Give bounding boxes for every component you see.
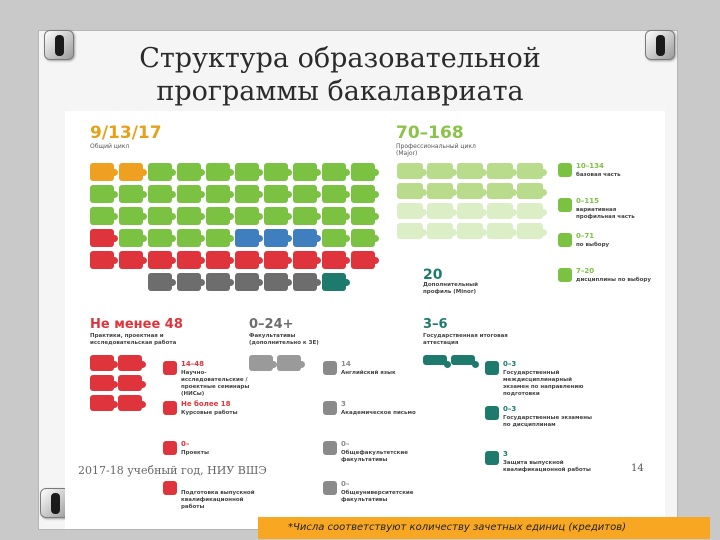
puzzle-piece-icon [485, 451, 499, 465]
puzzle-piece [517, 183, 543, 199]
title-line-2: программы бакалавриата [156, 76, 524, 107]
puzzle-piece [264, 185, 288, 203]
puzzle-piece [90, 375, 114, 391]
puzzle-piece [487, 223, 513, 239]
puzzle-piece-icon [485, 361, 499, 375]
item-number: 0– [341, 480, 350, 488]
item-label: вариативная профильная часть [576, 207, 635, 220]
puzzle-piece-icon [163, 441, 177, 455]
puzzle-piece [90, 207, 114, 225]
puzzle-piece [148, 251, 172, 269]
puzzle-piece [119, 229, 143, 247]
puzzle-piece [293, 207, 317, 225]
general-cycle-label: Общий цикл [90, 143, 130, 150]
puzzle-piece-icon [558, 268, 572, 282]
item-number: 3 [341, 400, 346, 408]
puzzle-piece [90, 251, 114, 269]
puzzle-piece-icon [558, 233, 572, 247]
puzzle-piece [118, 395, 142, 411]
item-label: Проекты [181, 450, 209, 456]
puzzle-piece [427, 183, 453, 199]
exam-number: 3–6 [423, 317, 448, 332]
item-number: 0– [181, 440, 190, 448]
footer-year: 2017-18 учебный год, НИУ ВШЭ [78, 464, 267, 477]
puzzle-piece [206, 251, 230, 269]
puzzle-piece [293, 163, 317, 181]
puzzle-piece [457, 203, 483, 219]
minor-label: Дополнительный профиль (Minor) [423, 282, 478, 295]
puzzle-piece [427, 203, 453, 219]
item-number: 14–48 [181, 360, 204, 368]
puzzle-piece [148, 207, 172, 225]
puzzle-piece-icon [323, 401, 337, 415]
puzzle-piece [235, 185, 259, 203]
item-label: дисциплины по выбору [576, 277, 651, 283]
exam-label: Государственная итоговая аттестация [423, 333, 508, 346]
puzzle-piece [293, 185, 317, 203]
puzzle-piece-icon [323, 441, 337, 455]
puzzle-piece [235, 229, 259, 247]
puzzle-piece [322, 207, 346, 225]
general-cycle-number: 9/13/17 [90, 123, 162, 143]
puzzle-piece [487, 183, 513, 199]
puzzle-piece [90, 395, 114, 411]
puzzle-piece [457, 223, 483, 239]
professional-cycle-puzzle-grid [397, 163, 552, 248]
puzzle-piece [277, 355, 301, 371]
item-number: 0–71 [576, 232, 595, 240]
item-number: 0–115 [576, 197, 599, 205]
puzzle-piece [148, 273, 172, 291]
professional-cycle-label: Профессиональный цикл (Major) [396, 143, 476, 157]
puzzle-piece [517, 203, 543, 219]
puzzle-piece [351, 229, 375, 247]
puzzle-piece [118, 375, 142, 391]
puzzle-piece [206, 273, 230, 291]
puzzle-piece [264, 229, 288, 247]
puzzle-piece-icon [323, 361, 337, 375]
puzzle-piece [177, 229, 201, 247]
puzzle-piece [423, 355, 447, 365]
puzzle-piece [397, 203, 423, 219]
practice-number: Не менее 48 [90, 317, 183, 332]
item-number: 0– [341, 440, 350, 448]
puzzle-piece-icon [163, 361, 177, 375]
item-label: Государственные экзамены по дисциплинам [503, 415, 592, 428]
puzzle-piece [119, 185, 143, 203]
puzzle-piece [235, 207, 259, 225]
item-label: по выбору [576, 242, 610, 248]
puzzle-piece [427, 163, 453, 179]
credits-note: *Числа соответствуют количеству зачетных единиц (кредитов) [258, 517, 710, 539]
optional-number: 0–24+ [249, 317, 294, 332]
puzzle-piece-icon [163, 401, 177, 415]
puzzle-piece [427, 223, 453, 239]
puzzle-piece [322, 185, 346, 203]
minor-number: 20 [423, 267, 443, 283]
puzzle-piece [118, 355, 142, 371]
item-label: Курсовые работы [181, 410, 238, 416]
puzzle-piece [90, 355, 114, 371]
item-number: Не более 18 [181, 400, 231, 408]
puzzle-piece [397, 223, 423, 239]
puzzle-piece [397, 183, 423, 199]
puzzle-piece [206, 163, 230, 181]
item-label: Общеуниверситетские факультативы [341, 490, 414, 503]
puzzle-piece-icon [485, 406, 499, 420]
puzzle-piece [177, 207, 201, 225]
puzzle-piece [90, 185, 114, 203]
item-label: Научно-исследовательские / проектные семинары (НИСы) [181, 370, 250, 397]
puzzle-piece [264, 207, 288, 225]
puzzle-piece-icon [558, 198, 572, 212]
item-label: Подготовка выпускной квалификационной работы [181, 490, 255, 510]
item-number: 10–134 [576, 162, 604, 170]
slide-title [110, 42, 570, 108]
puzzle-piece [322, 163, 346, 181]
puzzle-piece [177, 273, 201, 291]
exam-puzzle-grid [423, 355, 483, 367]
puzzle-piece [451, 355, 475, 365]
puzzle-piece [487, 203, 513, 219]
puzzle-piece [249, 355, 273, 371]
puzzle-piece [322, 229, 346, 247]
puzzle-piece [293, 273, 317, 291]
puzzle-piece [119, 207, 143, 225]
item-label: Английский язык [341, 370, 396, 376]
puzzle-piece [206, 185, 230, 203]
puzzle-piece [177, 163, 201, 181]
puzzle-piece [322, 273, 346, 291]
puzzle-piece [487, 163, 513, 179]
puzzle-piece [457, 183, 483, 199]
puzzle-piece [517, 163, 543, 179]
puzzle-piece [264, 163, 288, 181]
puzzle-piece [148, 229, 172, 247]
title-line-1: Структура образовательной [139, 43, 541, 74]
puzzle-piece [351, 207, 375, 225]
puzzle-piece [351, 163, 375, 181]
practice-puzzle-grid [90, 355, 150, 415]
screw-icon-top-right [645, 30, 675, 60]
puzzle-piece [322, 251, 346, 269]
puzzle-piece [177, 251, 201, 269]
professional-cycle-number: 70–168 [396, 123, 464, 143]
puzzle-piece [293, 229, 317, 247]
page-number: 14 [631, 463, 644, 474]
puzzle-piece [119, 163, 143, 181]
puzzle-piece [148, 163, 172, 181]
item-label: Академическое письмо [341, 410, 416, 416]
puzzle-piece [206, 207, 230, 225]
puzzle-piece [517, 223, 543, 239]
practice-label: Практики, проектная и исследовательская работа [90, 333, 177, 346]
puzzle-piece [264, 273, 288, 291]
item-label: Защита выпускной квалификационной работы [503, 460, 591, 473]
puzzle-piece [90, 163, 114, 181]
puzzle-piece [264, 251, 288, 269]
item-number: 3 [503, 450, 508, 458]
item-number: 7–20 [576, 267, 595, 275]
puzzle-piece [351, 185, 375, 203]
puzzle-piece [397, 163, 423, 179]
item-label: Общефакультетские факультативы [341, 450, 409, 463]
puzzle-piece [206, 229, 230, 247]
item-number: 0–3 [503, 360, 517, 368]
optional-label: Факультативы (дополнительно к ЗЕ) [249, 333, 319, 346]
puzzle-piece [148, 185, 172, 203]
item-label: базовая часть [576, 172, 621, 178]
puzzle-piece [293, 251, 317, 269]
screw-icon-top-left [44, 30, 74, 60]
puzzle-piece [235, 251, 259, 269]
puzzle-piece [119, 251, 143, 269]
puzzle-piece [351, 251, 375, 269]
puzzle-piece [235, 273, 259, 291]
item-number: 14 [341, 360, 351, 368]
puzzle-piece [235, 163, 259, 181]
puzzle-piece-icon [163, 481, 177, 495]
item-number: 0–3 [503, 405, 517, 413]
puzzle-piece-icon [323, 481, 337, 495]
item-label: Государственный междисциплинарный экзамен по направлению подготовки [503, 370, 584, 397]
puzzle-piece [177, 185, 201, 203]
puzzle-piece [457, 163, 483, 179]
puzzle-piece [90, 229, 114, 247]
puzzle-piece-icon [558, 163, 572, 177]
general-cycle-puzzle-grid [90, 163, 380, 298]
